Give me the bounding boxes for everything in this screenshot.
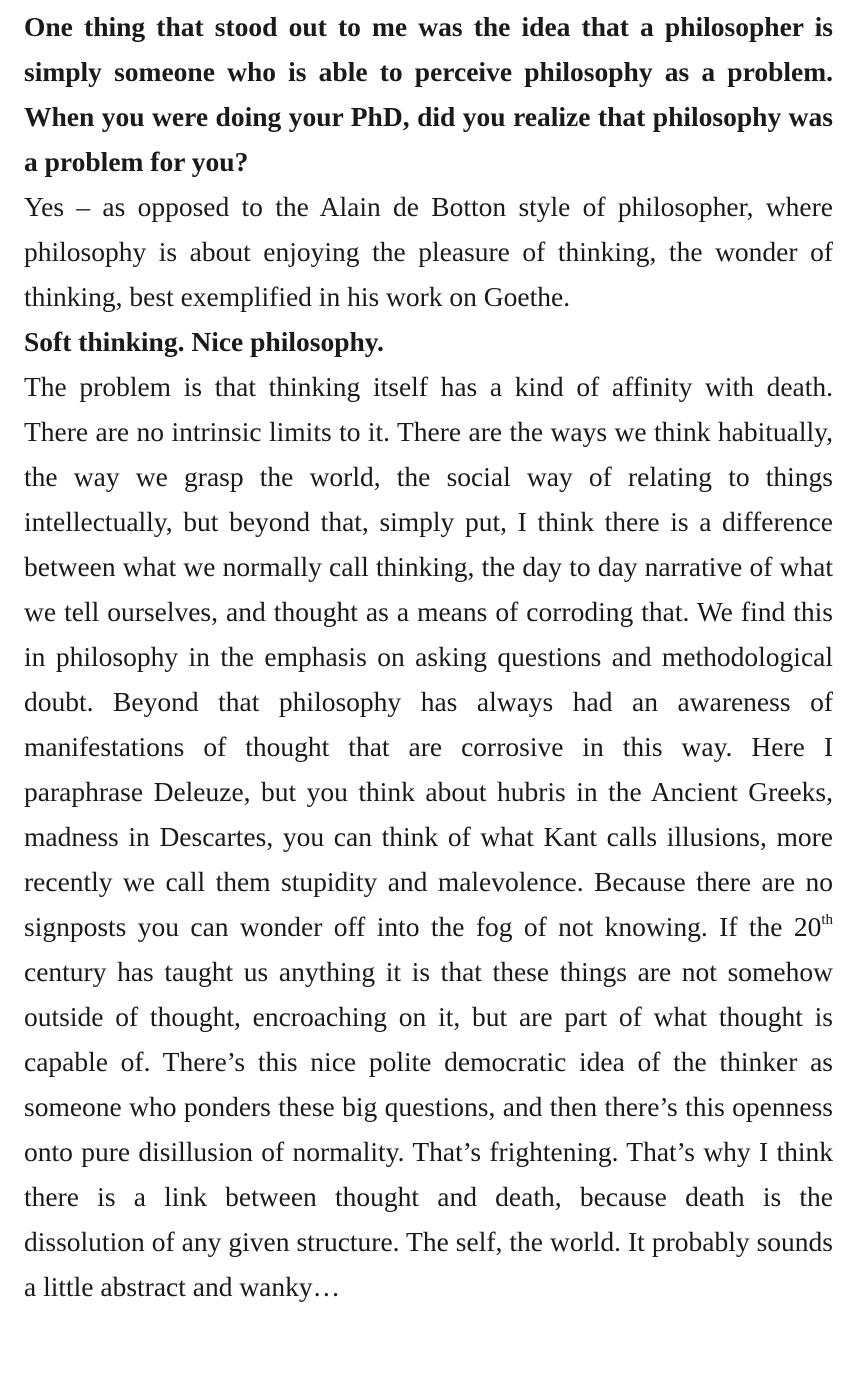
interview-question: One thing that stood out to me was the idea that a philosopher is simply someone who is able to perceive philosophy as a problem. When you were doing your PhD, did you realize that philosophy was a problem for you?	[24, 11, 833, 177]
interview-answer	[24, 364, 833, 1309]
answer-text-part: century has taught us anything it is that these things are not somehow outside of thought, encroaching on it, but are part of what thought is capable of. There’s this nice polite democratic idea of the thinker as someone who ponders these big questions, and then there’s this openness onto pure disillusion of normality. That’s frightening. That’s why I think there is a link between thought and death, because death is the dissolution of any given structure. The self, the world. It probably sounds a little abstract and wanky…	[24, 956, 833, 1302]
ordinal-superscript: th	[821, 912, 833, 928]
interview-answer: Yes – as opposed to the Alain de Botton style of philosopher, where philosophy is about enjoying the pleasure of thinking, the wonder of thinking, best exemplified in his work on Goethe.	[24, 191, 833, 312]
interview-question: Soft thinking. Nice philosophy.	[24, 326, 384, 357]
answer-text-part: The problem is that thinking itself has a kind of affinity with death. There are no intrinsic limits to it. There are the ways we think habitually, the way we grasp the world, the social way of relating to things intellectually, but beyond that, simply put, I think there is a difference between what we normally call thinking, the day to day narrative of what we tell ourselves, and thought as a means of corroding that. We find this in philosophy in the emphasis on asking questions and methodological doubt. Beyond that philosophy has always had an awareness of manifestations of thought that are corrosive in this way. Here I paraphrase Deleuze, but you think about hubris in the Ancient Greeks, madness in Descartes, you can think of what Kant calls illusions, more recently we call them stupidity and malevolence. Because there are no signposts you can wonder off into the fog of not knowing. If the 20	[24, 371, 833, 942]
